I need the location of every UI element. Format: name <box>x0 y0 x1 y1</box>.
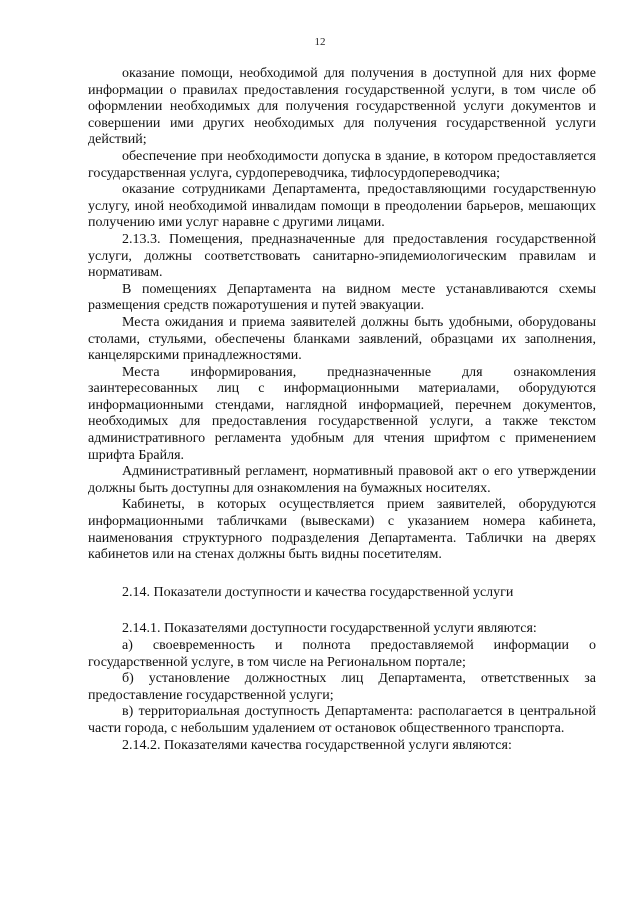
paragraph-2-14-1: 2.14.1. Показателями доступности государственной услуги являются: <box>122 621 537 637</box>
paragraph-waiting-areas: Места ожидания и приема заявителей должны быть удобными, оборудованы столами, стульями, обеспечены бланками заявлений, образцами их заполнения, канцелярскими принадлежностями. <box>88 314 596 364</box>
paragraph-sign-interpreter: обеспечение при необходимости допуска в здание, в котором предоставляется государственная услуга, сурдопереводчика, тифлосурдопереводчика; <box>88 148 596 181</box>
page-number: 12 <box>314 36 326 48</box>
paragraph-2-13-3: 2.13.3. Помещения, предназначенные для предоставления государственной услуги, должны соответствовать санитарно-эпидемиологическим правилам и нормативам. <box>88 231 596 281</box>
list-item-v: в) территориальная доступность Департамента: располагается в центральной части города, с небольшим удалением от остановок общественного транспорта. <box>88 704 596 736</box>
list-item-b: б) установление должностных лиц Департамента, ответственных за предоставление государственной услуги; <box>88 671 596 703</box>
section-heading-2-14: 2.14. Показатели доступности и качества государственной услуги <box>122 584 514 600</box>
paragraph-office-signs: Кабинеты, в которых осуществляется прием заявителей, оборудуются информационными табличками (вывесками) с указанием номера кабинета, наименования структурного подразделения Департамента. Таблички на дверях кабинетов или на стенах должны быть видны посетителям. <box>88 497 596 563</box>
paragraph-2-14-2: 2.14.2. Показателями качества государственной услуги являются: <box>122 737 512 753</box>
paragraph-staff-assistance: оказание сотрудниками Департамента, предоставляющими государственную услугу, иной необходимой инвалидам помощи в преодолении барьеров, мешающих получению ими услуг наравне с другими лицами. <box>88 182 596 231</box>
list-item-a: а) своевременность и полнота предоставляемой информации о государственной услуге, в том числе на Региональном портале; <box>88 638 596 670</box>
paragraph-information-areas: Места информирования, предназначенные для ознакомления заинтересованных лиц с информационными материалами, оборудуются информационными стендами, наглядной информацией, перечнем документов, необходимых для предоставления государственной услуги, а также текстом административного регламента удобным для чтения шрифтом с применением шрифта Брайля. <box>88 364 596 463</box>
document-body <box>88 66 596 754</box>
paragraph-assistance-info: оказание помощи, необходимой для получения в доступной для них форме информации о правилах предоставления государственной услуги, в том числе об оформлении необходимых для получения государственной услуги документов и совершении ими других необходимых для получения государственной услуги действий; <box>88 66 596 148</box>
paragraph-evacuation-schemes: В помещениях Департамента на видном месте устанавливаются схемы размещения средств пожаротушения и путей эвакуации. <box>88 281 596 314</box>
paragraph-regulation-paper: Административный регламент, нормативный правовой акт о его утверждении должны быть доступны для ознакомления на бумажных носителях. <box>88 464 596 496</box>
